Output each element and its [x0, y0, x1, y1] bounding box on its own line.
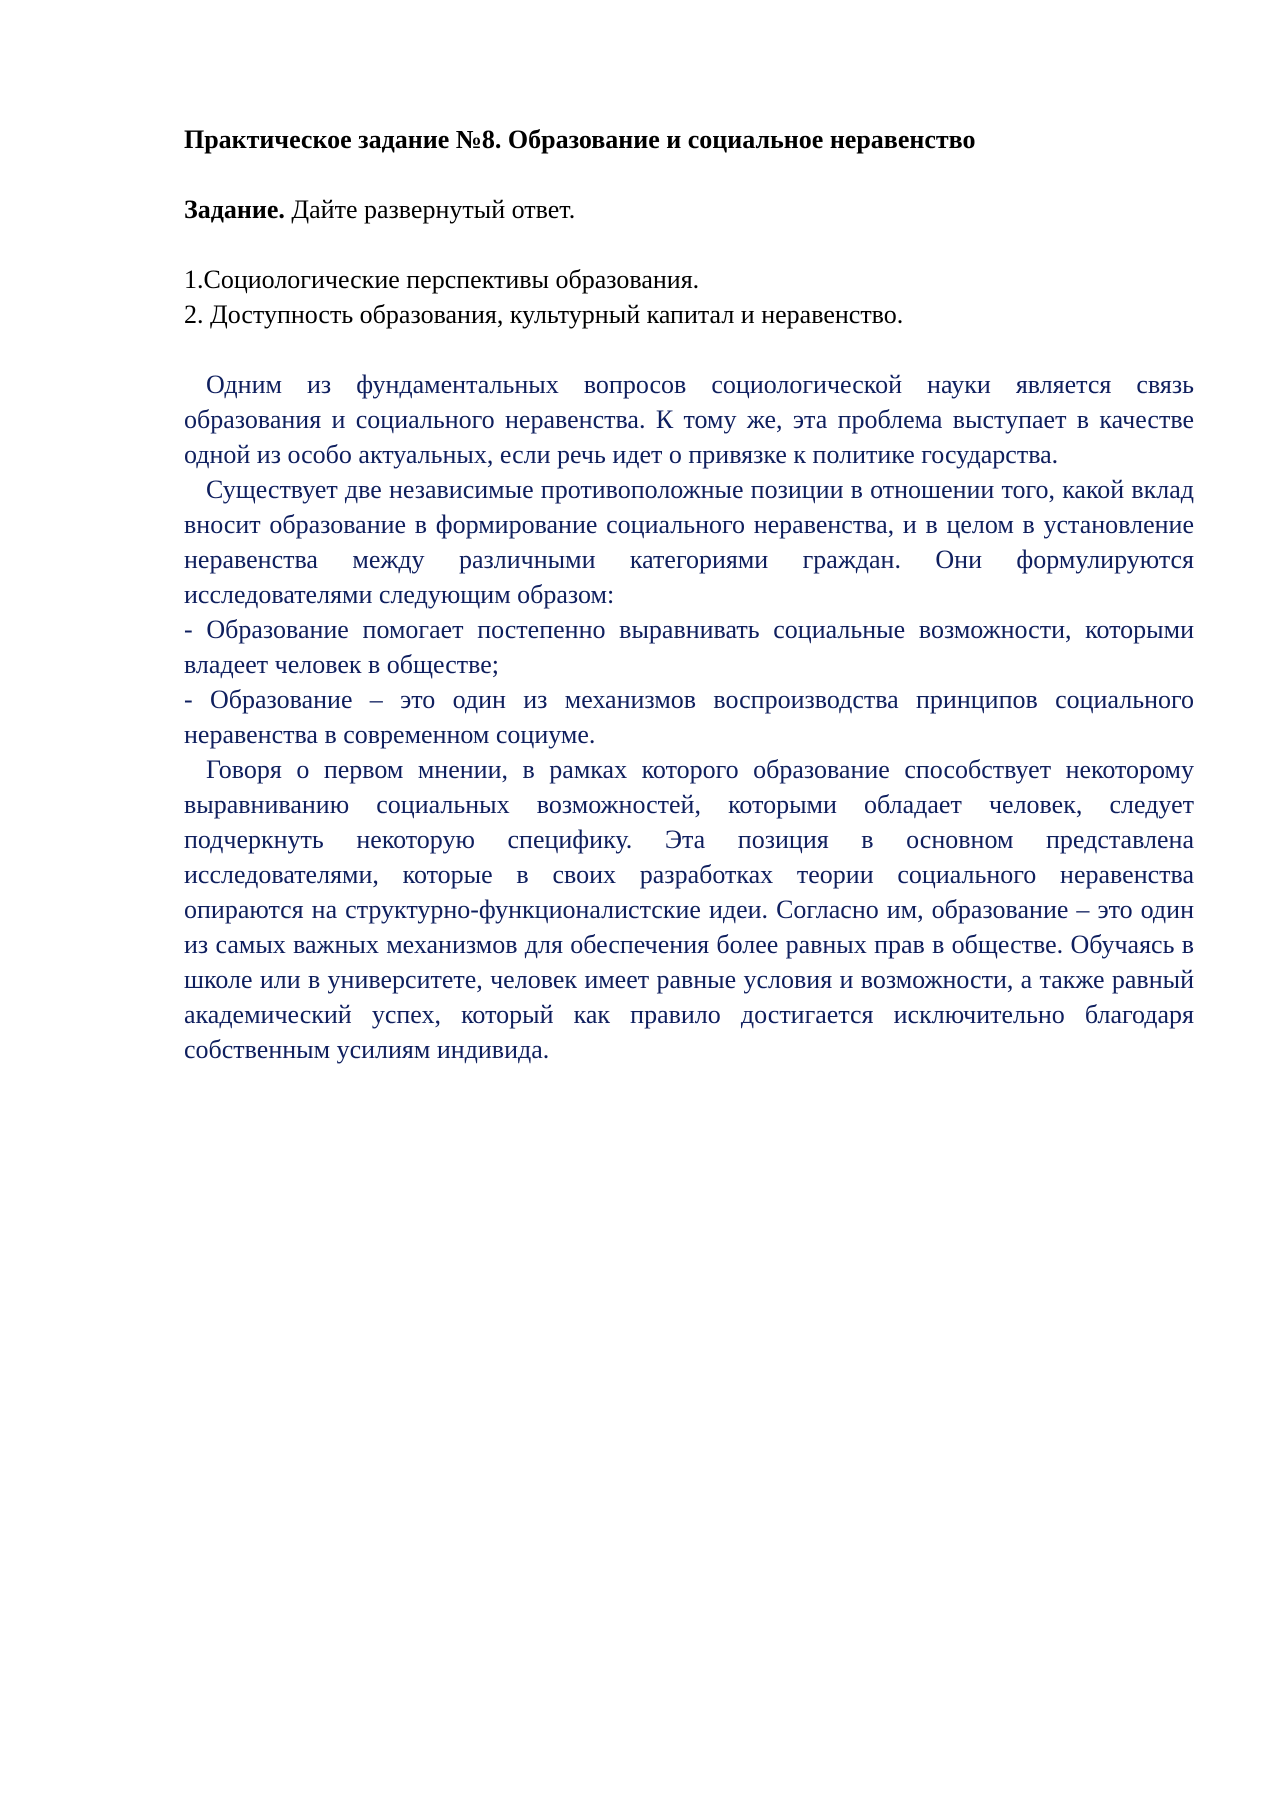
task-line	[184, 192, 1194, 227]
paragraph-2: Существует две независимые противоположные позиции в отношении того, какой вклад вносит образование в формирование социального неравенства, и в целом в установление неравенства между различными категориями граждан. Они формулируются исследователями следующим образом:	[184, 475, 1194, 609]
question-item-1: 1.Социологические перспективы образования.	[184, 265, 700, 294]
position-item-2: - Образование – это один из механизмов воспроизводства принципов социального неравенства в современном социуме.	[184, 685, 1194, 749]
question-item-2: 2. Доступность образования, культурный капитал и неравенство.	[184, 300, 904, 329]
paragraph-1: Одним из фундаментальных вопросов социологической науки является связь образования и социального неравенства. К тому же, эта проблема выступает в качестве одной из особо актуальных, если речь идет о привязке к политике государства.	[184, 370, 1194, 469]
task-text: Дайте развернутый ответ.	[284, 195, 576, 224]
question-list	[184, 262, 1194, 332]
document-title: Практическое задание №8. Образование и социальное неравенство	[184, 125, 976, 154]
document-content	[184, 122, 1194, 1067]
paragraph-3: Говоря о первом мнении, в рамках которого образование способствует некоторому выравниванию социальных возможностей, которыми обладает человек, следует подчеркнуть некоторую специфику. Эта позиция в основном представлена исследователями, которые в своих разработках теории социального неравенства опираются на структурно-функционалистские идеи. Согласно им, образование – это один из самых важных механизмов для обеспечения более равных прав в обществе. Обучаясь в школе или в университете, человек имеет равные условия и возможности, а также равный академический успех, который как правило достигается исключительно благодаря собственным усилиям индивида.	[184, 755, 1194, 1064]
task-label: Задание.	[184, 195, 285, 224]
answer-body	[184, 367, 1194, 1067]
position-item-1: - Образование помогает постепенно выравнивать социальные возможности, которыми владеет человек в обществе;	[184, 615, 1194, 679]
